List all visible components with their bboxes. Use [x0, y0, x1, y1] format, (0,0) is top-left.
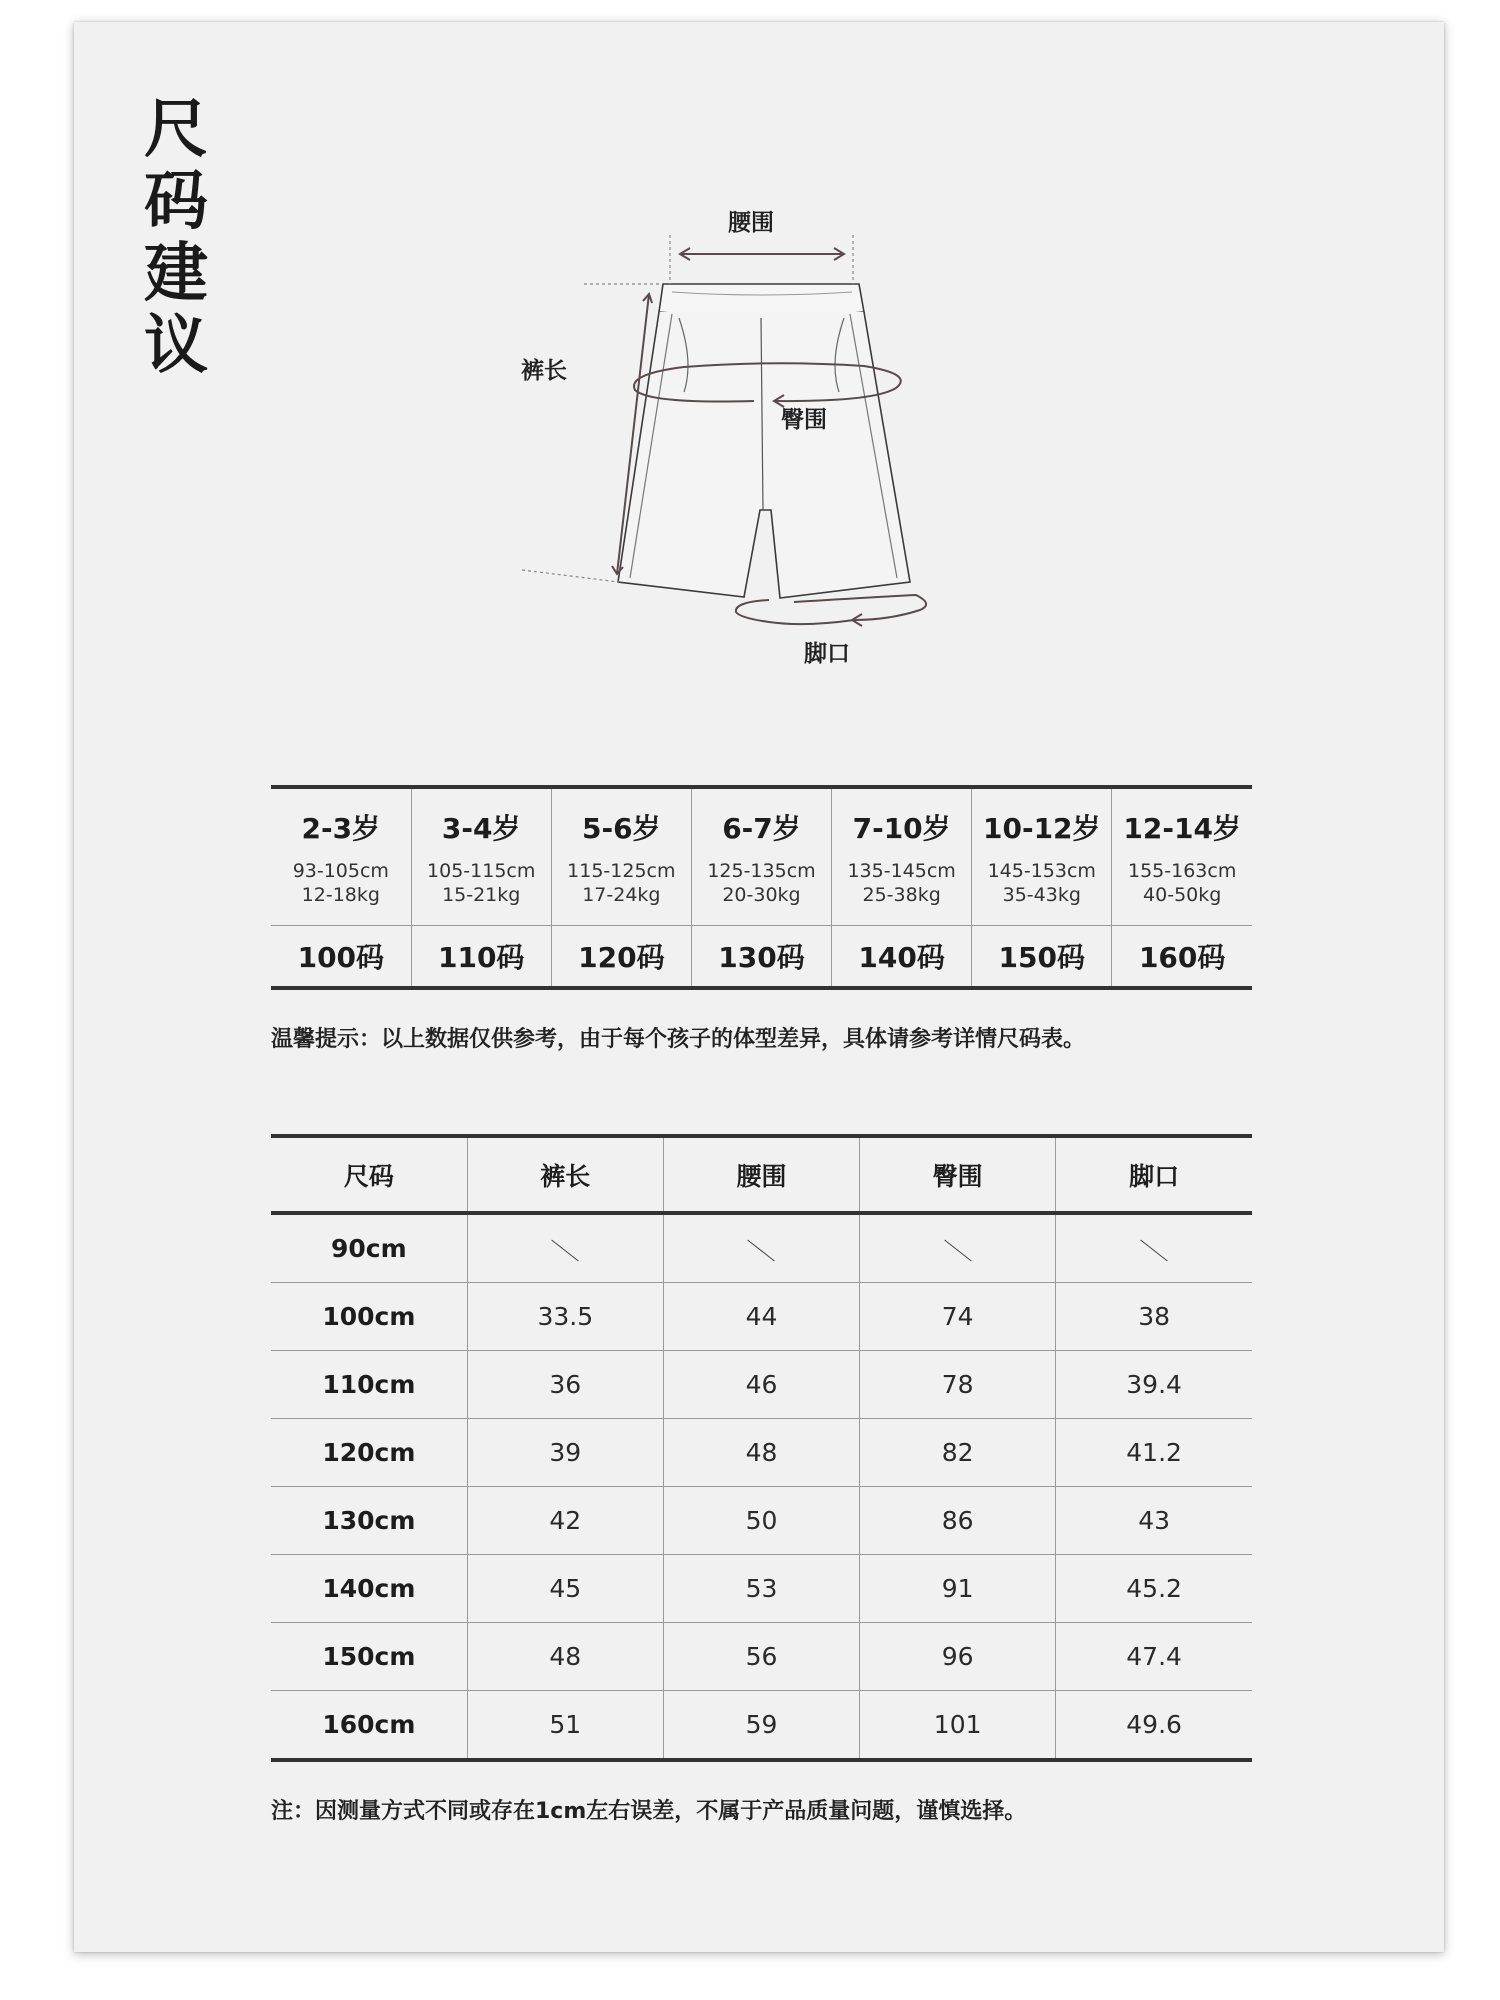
size-chart-header — [271, 1136, 1252, 1213]
empty-slash-icon — [552, 1239, 579, 1261]
table-row — [271, 1213, 1252, 1283]
size-chart-table — [271, 1134, 1252, 1762]
age-range: 7-10岁 — [852, 812, 951, 845]
shorts-outline — [618, 312, 910, 598]
measure-cell: 38 — [1056, 1283, 1252, 1351]
weight-range: 20-30kg — [722, 884, 801, 906]
empty-slash-icon — [1140, 1239, 1167, 1261]
measure-cell — [860, 1213, 1056, 1283]
measure-cell: 86 — [860, 1487, 1056, 1555]
height-range: 105-115cm — [427, 860, 536, 882]
footnote-text: 注：因测量方式不同或存在1cm左右误差，不属于产品质量问题，谨慎选择。 — [271, 1799, 1027, 1824]
measure-cell: 101 — [860, 1691, 1056, 1761]
measure-cell: 48 — [663, 1419, 859, 1487]
weight-range: 40-50kg — [1143, 884, 1222, 906]
header-hem: 脚口 — [1056, 1136, 1252, 1213]
recommended-size: 130码 — [691, 926, 831, 989]
empty-slash-icon — [748, 1239, 775, 1261]
length-label: 裤长 — [521, 358, 567, 384]
size-cell: 150cm — [271, 1623, 467, 1691]
recommended-size: 140码 — [832, 926, 972, 989]
title-char: 尺 — [144, 93, 208, 167]
measure-cell: 91 — [860, 1555, 1056, 1623]
age-range: 10-12岁 — [982, 812, 1101, 845]
weight-range: 25-38kg — [862, 884, 941, 906]
size-cell: 160cm — [322, 1710, 416, 1739]
measure-cell — [663, 1213, 859, 1283]
height-range: 155-163cm — [1128, 860, 1237, 882]
measure-cell: 42 — [467, 1487, 663, 1555]
waist-label: 腰围 — [728, 210, 774, 236]
measure-cell: 45.2 — [1056, 1555, 1252, 1623]
hem-arrow — [736, 595, 926, 624]
measure-cell: 44 — [663, 1283, 859, 1351]
weight-range: 17-24kg — [582, 884, 661, 906]
measure-cell: 39.4 — [1056, 1351, 1252, 1419]
height-range: 135-145cm — [847, 860, 956, 882]
recommended-size: 160码 — [1112, 926, 1252, 989]
measure-cell — [467, 1213, 663, 1283]
recommended-size: 110码 — [411, 926, 551, 989]
recommended-size: 150码 — [972, 926, 1112, 989]
table-row — [271, 1691, 1252, 1761]
measure-cell: 47.4 — [1056, 1623, 1252, 1691]
measure-cell: 82 — [860, 1419, 1056, 1487]
measure-cell — [1056, 1213, 1252, 1283]
measure-cell: 36 — [467, 1351, 663, 1419]
table-row — [271, 1487, 1252, 1555]
measure-cell: 43 — [1056, 1487, 1252, 1555]
age-cell — [411, 787, 551, 926]
hem-label: 脚口 — [804, 641, 850, 667]
header-hip: 臀围 — [860, 1136, 1056, 1213]
recommended-size: 120码 — [551, 926, 691, 989]
title-char: 议 — [144, 309, 208, 383]
table-row — [271, 1283, 1252, 1351]
age-cell — [271, 787, 411, 926]
age-range: 3-4岁 — [441, 812, 521, 845]
header-length: 裤长 — [467, 1136, 663, 1213]
measure-cell: 39 — [467, 1419, 663, 1487]
measure-cell: 41.2 — [1056, 1419, 1252, 1487]
measure-cell: 56 — [663, 1623, 859, 1691]
measure-cell: 78 — [860, 1351, 1056, 1419]
weight-range: 12-18kg — [301, 884, 380, 906]
table-row — [271, 1555, 1252, 1623]
measure-cell: 53 — [663, 1555, 859, 1623]
measure-cell: 96 — [860, 1623, 1056, 1691]
age-range: 6-7岁 — [722, 812, 801, 845]
table-row — [271, 1351, 1252, 1419]
size-cell: 90cm — [271, 1213, 467, 1283]
age-row — [271, 787, 1252, 926]
header-size: 尺码 — [271, 1136, 467, 1213]
title-char: 建 — [144, 237, 208, 311]
title-char: 码 — [144, 165, 208, 239]
table-row — [271, 1623, 1252, 1691]
size-row — [271, 926, 1252, 989]
hip-label: 臀围 — [781, 407, 827, 433]
size-cell: 130cm — [271, 1487, 467, 1555]
height-range: 145-153cm — [987, 860, 1096, 882]
weight-range: 15-21kg — [442, 884, 521, 906]
age-cell — [691, 787, 831, 926]
size-cell: 110cm — [271, 1351, 467, 1419]
age-cell — [1112, 787, 1252, 926]
measure-cell: 50 — [663, 1487, 859, 1555]
recommended-size: 100码 — [297, 941, 385, 974]
age-range: 5-6岁 — [582, 812, 661, 845]
size-cell: 120cm — [271, 1419, 467, 1487]
size-guide-card — [74, 22, 1444, 1952]
measure-cell: 59 — [663, 1691, 859, 1761]
age-size-table — [271, 785, 1252, 990]
size-cell: 140cm — [271, 1555, 467, 1623]
age-cell — [972, 787, 1112, 926]
measure-cell: 74 — [860, 1283, 1056, 1351]
height-range: 93-105cm — [292, 860, 389, 882]
height-range: 125-135cm — [707, 860, 816, 882]
measure-cell: 45 — [467, 1555, 663, 1623]
shorts-diagram — [74, 22, 1444, 742]
measure-cell: 46 — [663, 1351, 859, 1419]
measure-cell: 33.5 — [467, 1283, 663, 1351]
measure-cell: 51 — [467, 1691, 663, 1761]
table-row — [271, 1419, 1252, 1487]
height-range: 115-125cm — [567, 860, 676, 882]
size-cell: 100cm — [271, 1283, 467, 1351]
age-range: 2-3岁 — [301, 812, 381, 845]
tip-text: 温馨提示：以上数据仅供参考，由于每个孩子的体型差异，具体请参考详情尺码表。 — [271, 1027, 1086, 1052]
measure-cell: 48 — [467, 1623, 663, 1691]
size-chart-body — [271, 1213, 1252, 1760]
empty-slash-icon — [944, 1239, 971, 1261]
age-cell — [551, 787, 691, 926]
age-range: 12-14岁 — [1123, 812, 1241, 845]
weight-range: 35-43kg — [1002, 884, 1081, 906]
measure-cell: 49.6 — [1056, 1691, 1252, 1761]
age-cell — [832, 787, 972, 926]
header-waist: 腰围 — [663, 1136, 859, 1213]
